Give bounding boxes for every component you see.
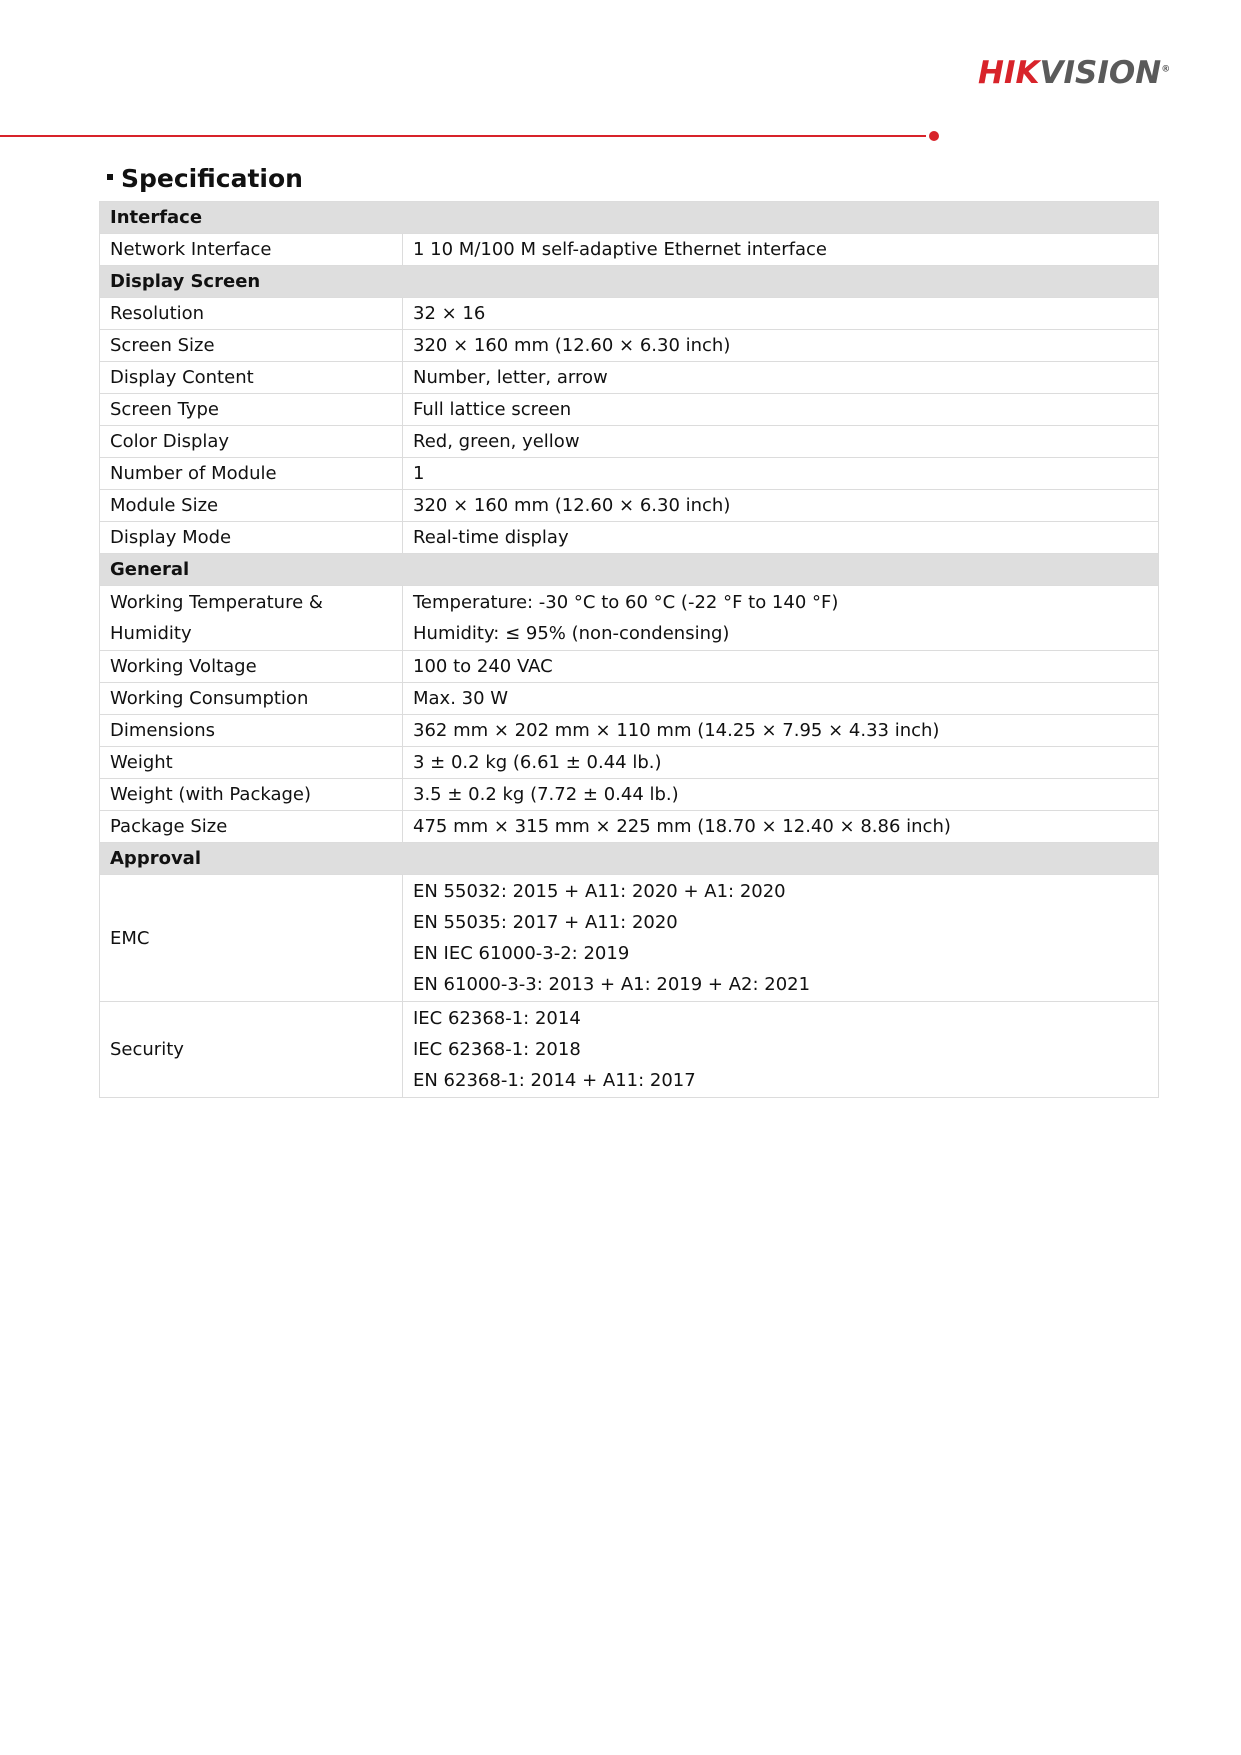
spec-value: Red, green, yellow (413, 431, 580, 452)
spec-value: 320 × 160 mm (12.60 × 6.30 inch) (413, 335, 731, 356)
spec-value-cell (403, 747, 1159, 779)
square-bullet-icon (107, 174, 113, 180)
spec-label: Display Mode (100, 522, 403, 554)
group-title: Approval (100, 843, 1159, 875)
spec-value: 320 × 160 mm (12.60 × 6.30 inch) (413, 495, 731, 516)
spec-value-cell (403, 779, 1159, 811)
spec-value: Temperature: -30 °C to 60 °C (-22 °F to 140 °F) (413, 592, 839, 613)
spec-value: IEC 62368-1: 2018 (413, 1039, 581, 1060)
header-rule (0, 135, 926, 137)
section-title-text: Specification (121, 164, 303, 193)
spec-value-cell (403, 330, 1159, 362)
spec-row (100, 651, 1159, 683)
header-rule-dot (929, 131, 939, 141)
spec-value: EN 55035: 2017 + A11: 2020 (413, 912, 678, 933)
spec-label: Weight (with Package) (100, 779, 403, 811)
spec-row (100, 234, 1159, 266)
spec-value: Max. 30 W (413, 688, 509, 709)
spec-value: Number, letter, arrow (413, 367, 608, 388)
spec-row (100, 490, 1159, 522)
spec-label: Number of Module (100, 458, 403, 490)
spec-row (100, 811, 1159, 843)
spec-label: Module Size (100, 490, 403, 522)
spec-value: Real-time display (413, 527, 569, 548)
spec-row (100, 426, 1159, 458)
spec-value: 100 to 240 VAC (413, 656, 553, 677)
spec-value: 3 ± 0.2 kg (6.61 ± 0.44 lb.) (413, 752, 662, 773)
spec-row (100, 1002, 1159, 1098)
spec-value-cell (403, 298, 1159, 330)
spec-row (100, 458, 1159, 490)
spec-value: 32 × 16 (413, 303, 486, 324)
spec-label: Screen Size (100, 330, 403, 362)
spec-label: Color Display (100, 426, 403, 458)
spec-label: Package Size (100, 811, 403, 843)
spec-value: EN 61000-3-3: 2013 + A1: 2019 + A2: 2021 (413, 974, 811, 995)
spec-label: Security (100, 1002, 403, 1098)
spec-row (100, 715, 1159, 747)
spec-label: Resolution (100, 298, 403, 330)
spec-value-cell (403, 362, 1159, 394)
spec-label: Weight (100, 747, 403, 779)
spec-value-cell (403, 683, 1159, 715)
spec-label: Dimensions (100, 715, 403, 747)
group-title: General (100, 554, 1159, 586)
spec-value: Full lattice screen (413, 399, 572, 420)
spec-value-cell (403, 426, 1159, 458)
spec-value-cell (403, 586, 1159, 651)
spec-value-cell (403, 394, 1159, 426)
spec-row (100, 394, 1159, 426)
spec-row (100, 298, 1159, 330)
section-title (107, 166, 303, 191)
logo-vision-text: VISION (1039, 55, 1162, 91)
spec-value-cell (403, 522, 1159, 554)
spec-value-cell (403, 715, 1159, 747)
spec-row (100, 586, 1159, 651)
spec-row (100, 683, 1159, 715)
specification-table (99, 201, 1159, 1098)
spec-value: Humidity: ≤ 95% (non-condensing) (413, 623, 730, 644)
spec-value: EN IEC 61000-3-2: 2019 (413, 943, 630, 964)
logo-hik-text: HIK (978, 55, 1040, 91)
group-title: Interface (100, 202, 1159, 234)
spec-value: EN 62368-1: 2014 + A11: 2017 (413, 1070, 696, 1091)
spec-label: Display Content (100, 362, 403, 394)
spec-label: Working Voltage (100, 651, 403, 683)
spec-row (100, 747, 1159, 779)
spec-value-cell (403, 875, 1159, 1002)
spec-value-cell (403, 1002, 1159, 1098)
spec-row (100, 522, 1159, 554)
spec-label: Network Interface (100, 234, 403, 266)
spec-label: Working Temperature & Humidity (100, 586, 403, 651)
spec-value-cell (403, 651, 1159, 683)
spec-row (100, 330, 1159, 362)
spec-value: 1 10 M/100 M self-adaptive Ethernet interface (413, 239, 827, 260)
spec-value: IEC 62368-1: 2014 (413, 1008, 581, 1029)
group-title: Display Screen (100, 266, 1159, 298)
spec-label: Screen Type (100, 394, 403, 426)
spec-label: Working Consumption (100, 683, 403, 715)
spec-value: 1 (413, 463, 425, 484)
spec-row (100, 875, 1159, 1002)
spec-value: 362 mm × 202 mm × 110 mm (14.25 × 7.95 × 4.33 inch) (413, 720, 940, 741)
spec-value-cell (403, 234, 1159, 266)
spec-row (100, 362, 1159, 394)
spec-label: EMC (100, 875, 403, 1002)
spec-value-cell (403, 811, 1159, 843)
logo-registered-mark: ® (1161, 64, 1171, 75)
group-header-row (100, 202, 1159, 234)
spec-value: 475 mm × 315 mm × 225 mm (18.70 × 12.40 × 8.86 inch) (413, 816, 951, 837)
spec-value-cell (403, 458, 1159, 490)
group-header-row (100, 266, 1159, 298)
spec-value-cell (403, 490, 1159, 522)
group-header-row (100, 843, 1159, 875)
spec-value: 3.5 ± 0.2 kg (7.72 ± 0.44 lb.) (413, 784, 679, 805)
spec-value: EN 55032: 2015 + A11: 2020 + A1: 2020 (413, 881, 786, 902)
group-header-row (100, 554, 1159, 586)
spec-row (100, 779, 1159, 811)
hikvision-logo (978, 55, 1171, 91)
